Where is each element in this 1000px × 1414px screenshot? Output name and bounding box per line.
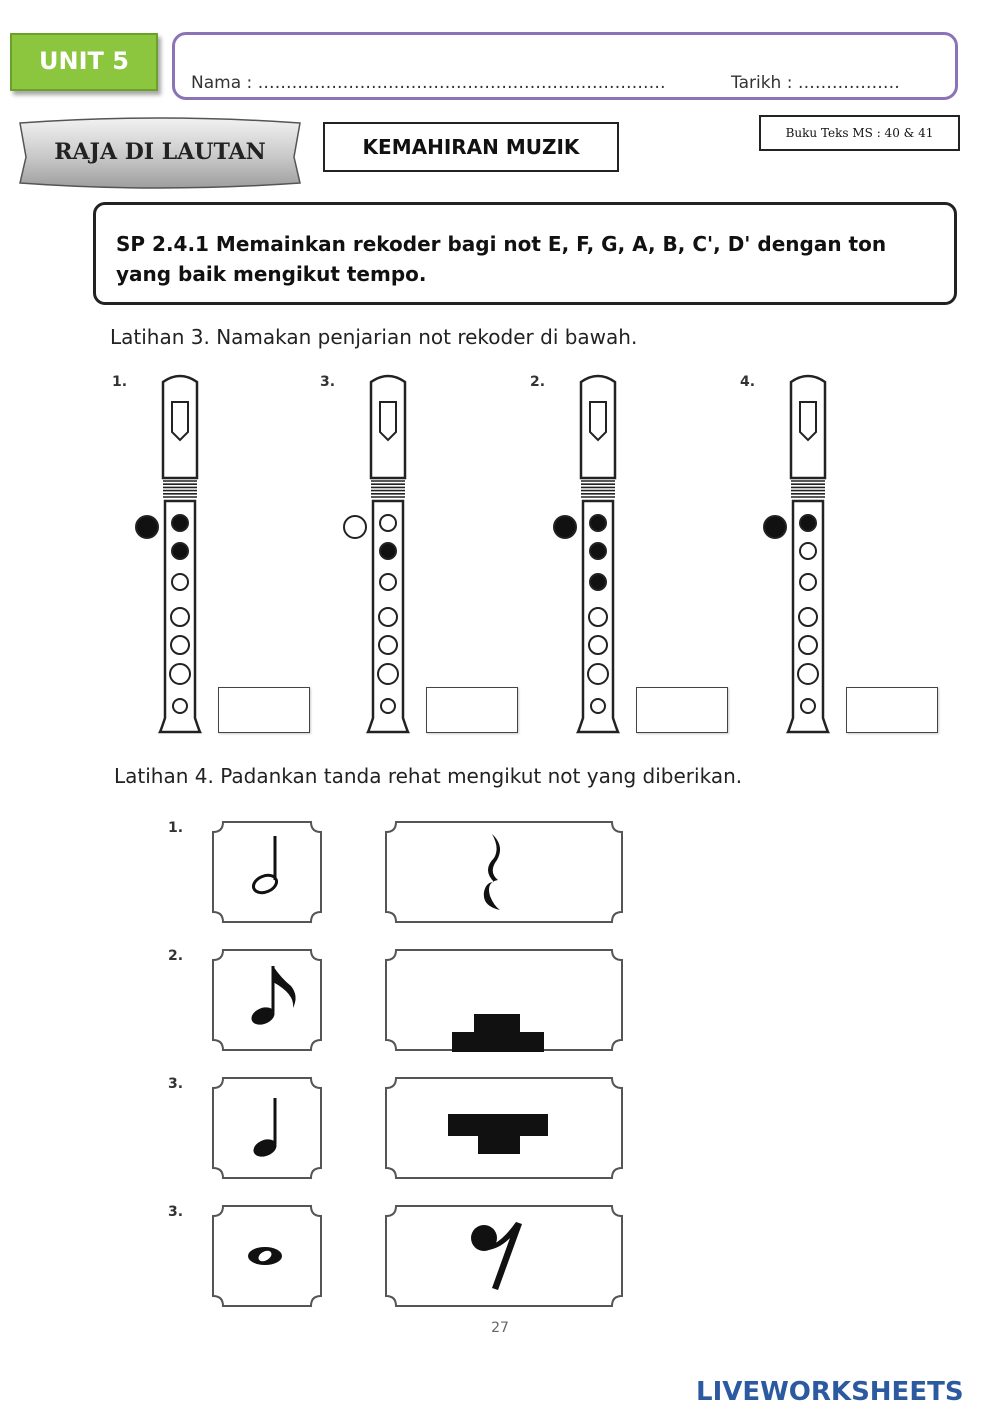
rest-card[interactable] [384, 820, 626, 930]
rest-card[interactable] [384, 1204, 626, 1314]
finger-hole [589, 608, 607, 626]
finger-hole [379, 636, 397, 654]
unit-label: UNIT 5 [39, 47, 129, 75]
finger-hole [589, 636, 607, 654]
liveworksheets-logo[interactable] [696, 1377, 964, 1407]
finger-hole [172, 543, 188, 559]
finger-hole [801, 699, 815, 713]
textbook-reference: Buku Teks MS : 40 & 41 [759, 115, 960, 151]
note-card[interactable] [211, 1076, 325, 1186]
finger-hole [798, 664, 818, 684]
thumb-hole [554, 516, 576, 538]
learning-standard: SP 2.4.1 Memainkan rekoder bagi not E, F, G, A, B, C', D' dengan ton yang baik mengikut tempo. [93, 202, 957, 305]
note-card[interactable] [211, 820, 325, 930]
finger-hole [799, 636, 817, 654]
finger-hole [170, 664, 190, 684]
rest-card-frame [384, 948, 626, 1054]
note-card[interactable] [211, 948, 325, 1058]
finger-hole [590, 574, 606, 590]
date-field[interactable]: Tarikh : ……………… [731, 73, 900, 93]
rest-card[interactable] [384, 1076, 626, 1186]
finger-hole [172, 574, 188, 590]
note-card-frame [211, 1204, 325, 1310]
answer-input-box[interactable] [636, 687, 728, 733]
theme-title: RAJA DI LAUTAN [54, 139, 266, 165]
thumb-hole [764, 516, 786, 538]
thumb-hole [136, 516, 158, 538]
unit-badge [10, 33, 158, 91]
answer-input-box[interactable] [218, 687, 310, 733]
finger-hole [799, 608, 817, 626]
question-number: 3. [168, 1076, 184, 1092]
finger-hole [590, 515, 606, 531]
whole-note-icon [248, 1247, 282, 1265]
note-card[interactable] [211, 1204, 325, 1314]
note-card-frame [211, 948, 325, 1054]
finger-hole [171, 636, 189, 654]
question-number: 4. [740, 374, 756, 390]
note-card-frame [211, 820, 325, 926]
answer-input-box[interactable] [426, 687, 518, 733]
rest-card-frame [384, 820, 626, 926]
logo-text: LIVEWORKSHEETS [696, 1377, 964, 1407]
finger-hole [171, 608, 189, 626]
question-number: 3. [168, 1204, 184, 1220]
finger-hole [381, 699, 395, 713]
exercise4-instruction: Latihan 4. Padankan tanda rehat mengikut not yang diberikan. [114, 764, 743, 788]
rest-card-frame [384, 1076, 626, 1182]
question-number: 3. [320, 374, 336, 390]
finger-hole [800, 515, 816, 531]
recorder-diagram [130, 368, 220, 738]
exercise3-instruction: Latihan 3. Namakan penjarian not rekoder di bawah. [110, 325, 638, 349]
theme-banner [18, 117, 302, 189]
recorder-diagram [548, 368, 638, 738]
finger-hole [172, 515, 188, 531]
finger-hole [380, 574, 396, 590]
finger-hole [173, 699, 187, 713]
rest-card-frame [384, 1204, 626, 1310]
question-number: 1. [112, 374, 128, 390]
page-number: 27 [491, 1320, 509, 1336]
note-card-frame [211, 1076, 325, 1182]
student-info-box [172, 32, 958, 100]
finger-hole [591, 699, 605, 713]
question-number: 2. [530, 374, 546, 390]
finger-hole [800, 543, 816, 559]
finger-hole [380, 515, 396, 531]
recorder-diagram [338, 368, 428, 738]
answer-input-box[interactable] [846, 687, 938, 733]
finger-hole [379, 608, 397, 626]
finger-hole [378, 664, 398, 684]
question-number: 2. [168, 948, 184, 964]
thumb-hole [344, 516, 366, 538]
question-number: 1. [168, 820, 184, 836]
finger-hole [380, 543, 396, 559]
skill-title: KEMAHIRAN MUZIK [323, 122, 619, 172]
recorder-diagram [758, 368, 848, 738]
name-field[interactable]: Nama : ……………………………………………………………… [191, 73, 666, 93]
finger-hole [590, 543, 606, 559]
rest-card[interactable] [384, 948, 626, 1058]
finger-hole [800, 574, 816, 590]
finger-hole [588, 664, 608, 684]
